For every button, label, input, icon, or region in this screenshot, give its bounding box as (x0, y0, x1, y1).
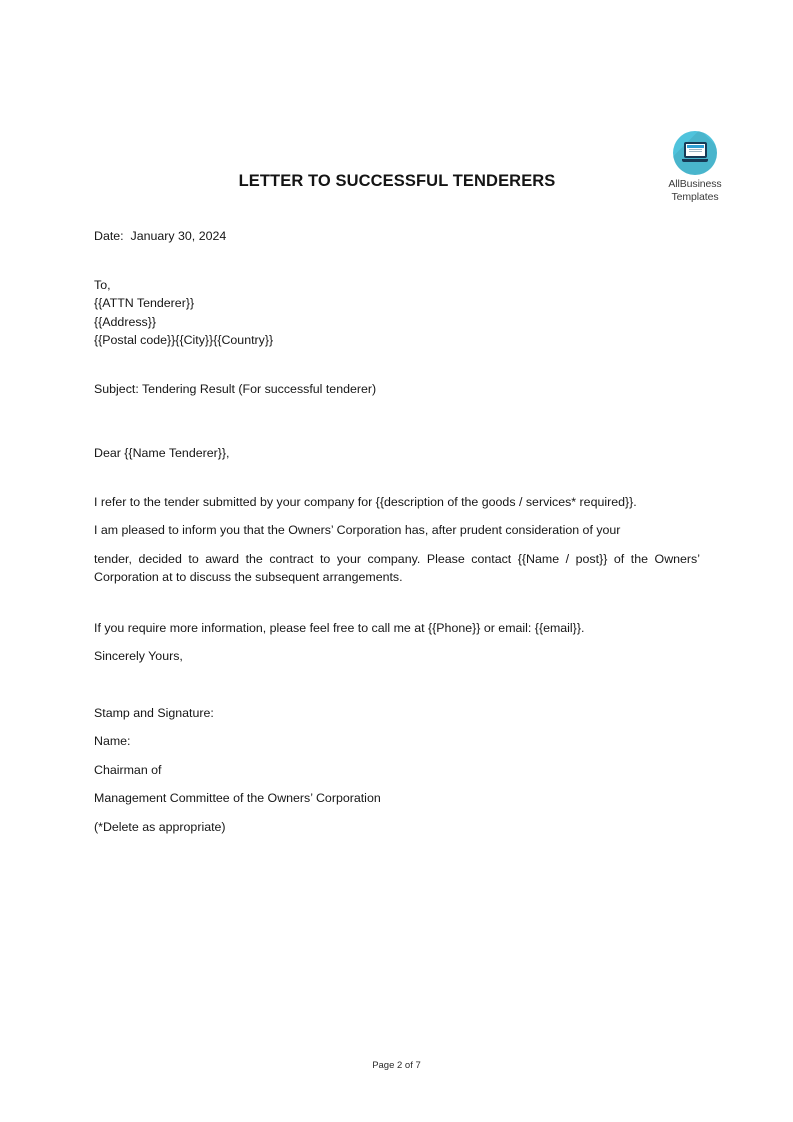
delete-as-appropriate-note: (*Delete as appropriate) (94, 819, 226, 834)
brand-name-line-2: Templates (671, 190, 719, 203)
spacer (94, 511, 700, 521)
page-footer: Page 2 of 7 (372, 1060, 421, 1071)
closing-line: Sincerely Yours, (94, 649, 183, 663)
laptop-icon (673, 131, 717, 175)
body-paragraph-2: I am pleased to inform you that the Owners’ Corporation has, after prudent consideration of your (94, 523, 621, 537)
body-paragraph-4: If you require more information, please feel free to call me at {{Phone}} or email: {{email}}. (94, 620, 585, 635)
page-title: LETTER TO SUCCESSFUL TENDERERS (238, 172, 556, 190)
laptop-screen-line (689, 149, 702, 150)
spacer (94, 722, 700, 732)
recipient-attn: {{ATTN Tenderer}} (94, 296, 195, 310)
recipient-to-label: To, (94, 277, 111, 292)
laptop-screen-line (689, 151, 702, 152)
spacer (94, 779, 700, 789)
stamp-and-signature-label: Stamp and Signature: (94, 705, 214, 720)
brand-logo (657, 131, 733, 203)
spacer (94, 666, 700, 704)
signer-role-line-1: Chairman of (94, 762, 162, 777)
salutation: Dear {{Name Tenderer}}, (94, 446, 230, 460)
subject-line: Subject: Tendering Result (For successful tenderer) (94, 381, 377, 396)
date-line: Date: January 30, 2024 (94, 229, 227, 243)
spacer (94, 587, 700, 619)
laptop-screen (684, 142, 707, 158)
spacer (94, 637, 700, 647)
spacer (94, 350, 700, 380)
signer-role-line-2: Management Committee of the Owners’ Corporation (94, 791, 381, 805)
recipient-locality: {{Postal code}}{{City}}{{Country}} (94, 333, 274, 347)
spacer (94, 463, 700, 493)
brand-name-line-1: AllBusiness (668, 178, 722, 190)
spacer (94, 246, 700, 276)
laptop-screen-titlebar (687, 145, 704, 148)
name-label: Name: (94, 734, 131, 748)
laptop-base (682, 159, 708, 162)
body-paragraph-3: tender, decided to award the contract to your company. Please contact {{Name / post}} of the Owners’ Corporation at to discuss the subsequent arrangements. (94, 551, 700, 584)
laptop-glyph (682, 142, 708, 163)
recipient-address: {{Address}} (94, 314, 157, 329)
spacer (94, 398, 700, 444)
spacer (94, 751, 700, 761)
body-paragraph-1: I refer to the tender submitted by your company for {{description of the goods / services* required}}. (94, 494, 637, 509)
spacer (94, 808, 700, 818)
spacer (94, 540, 700, 550)
letter-body (94, 227, 700, 836)
